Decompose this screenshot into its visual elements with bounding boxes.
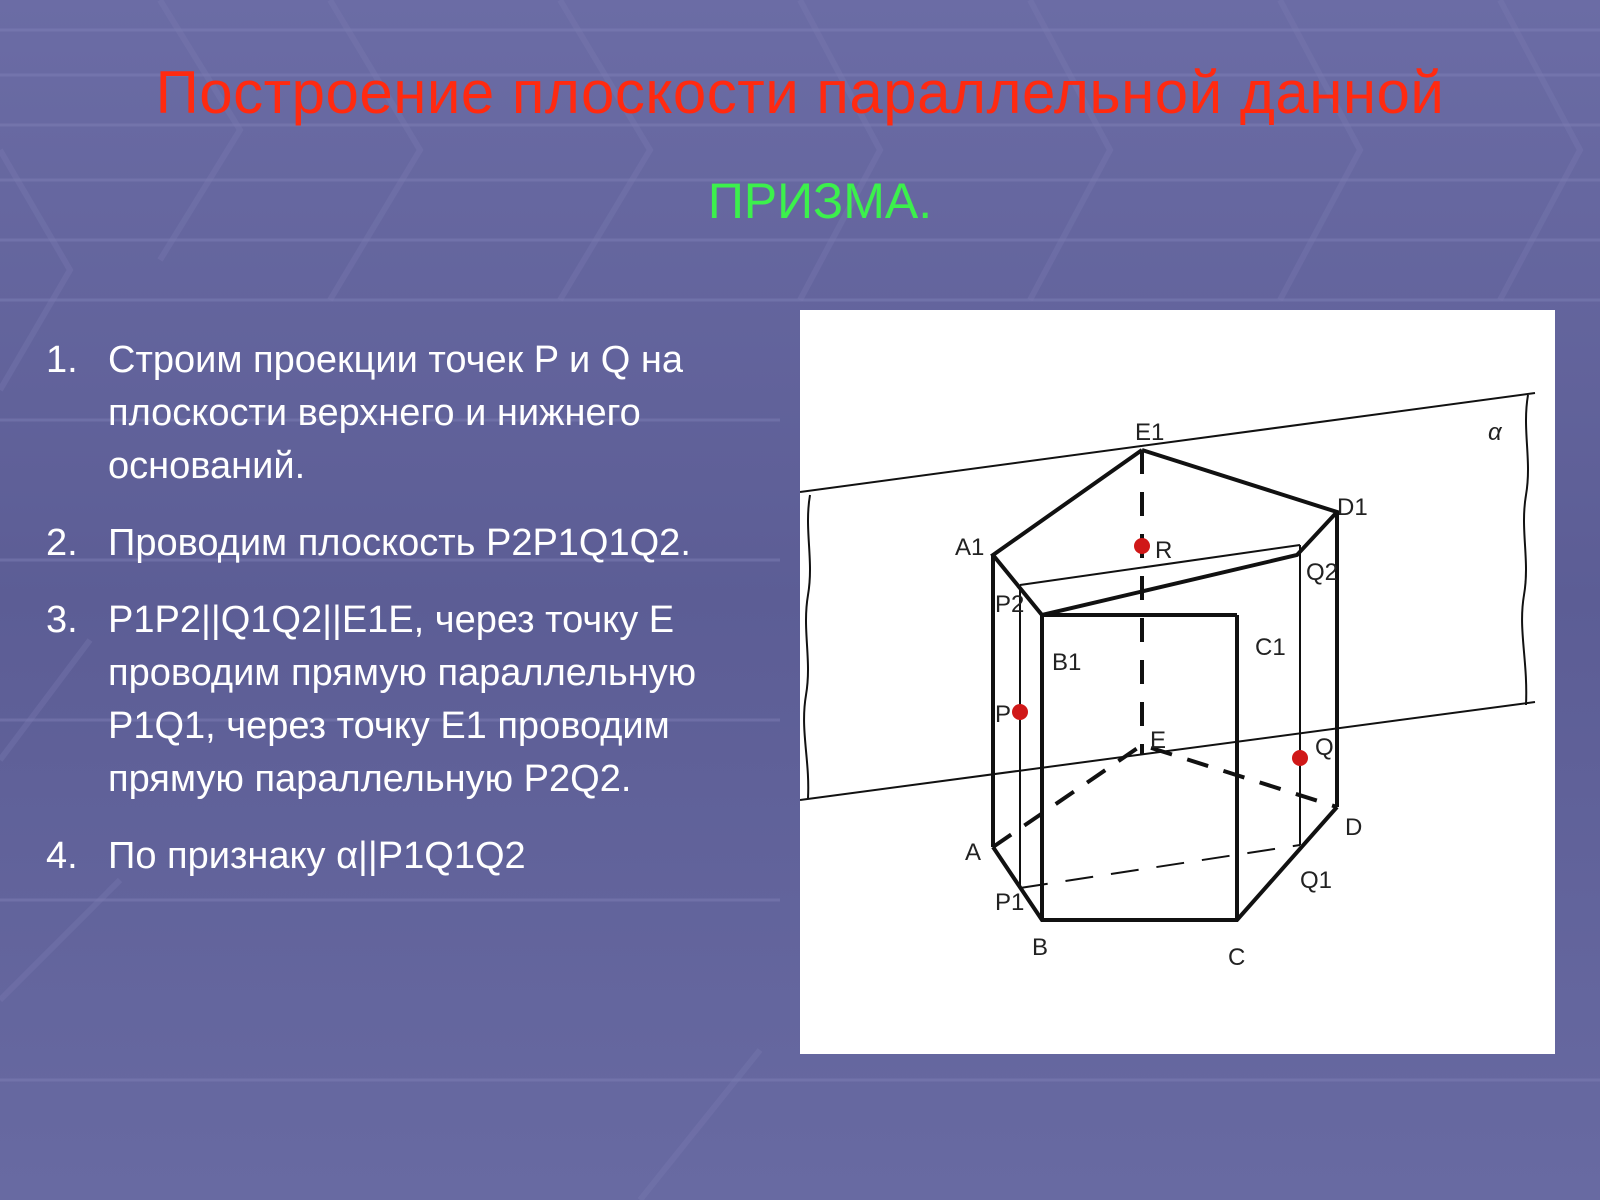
steps-list (46, 334, 746, 907)
step-text: Строим проекции точек P и Q на плоскости верхнего и нижнего оснований. (108, 339, 684, 487)
point-q (1292, 750, 1308, 766)
plane-right-edge (1522, 395, 1528, 705)
label-q1: Q1 (1300, 867, 1333, 894)
plane-left-edge (804, 495, 810, 798)
step-text: Проводим плоскость P2P1Q1Q2. (108, 522, 691, 564)
list-item (46, 334, 746, 493)
label-e: E (1150, 727, 1167, 754)
label-c1: C1 (1255, 634, 1286, 661)
label-q2: Q2 (1306, 559, 1339, 586)
plane-top-edge (800, 393, 1535, 492)
label-r: R (1155, 537, 1173, 564)
step-number: 2. (46, 522, 78, 564)
step-text: P1P2||Q1Q2||E1E, через точку E проводим прямую параллельную P1Q1, через точку E1 проводим прямую параллельную P2Q2. (108, 599, 697, 800)
prism-diagram-svg (800, 310, 1555, 1054)
label-b: B (1032, 934, 1049, 961)
list-item (46, 594, 746, 806)
line-p1-q1-hidden (1020, 845, 1300, 888)
label-d1: D1 (1337, 494, 1368, 521)
diagram-lines (800, 393, 1535, 920)
label-p1: P1 (995, 889, 1025, 916)
list-item (46, 517, 746, 570)
label-p: P (995, 701, 1012, 728)
label-b1: B1 (1052, 649, 1082, 676)
list-item (46, 830, 746, 883)
step-text: По признаку α||P1Q1Q2 (108, 835, 526, 877)
label-a1: A1 (955, 534, 985, 561)
prism-top-face (993, 450, 1337, 615)
slide-title: Построение плоскости параллельной данной (155, 59, 1445, 126)
label-d: D (1345, 814, 1363, 841)
label-q: Q (1315, 734, 1334, 761)
prism-bottom-front (993, 807, 1337, 920)
label-alpha: α (1488, 419, 1502, 446)
step-number: 4. (46, 835, 78, 877)
label-e1: E1 (1135, 419, 1165, 446)
step-number: 3. (46, 599, 78, 641)
label-a: A (965, 839, 982, 866)
point-p (1012, 704, 1028, 720)
step-number: 1. (46, 339, 78, 381)
prism-bottom-hidden (993, 745, 1337, 847)
prism-diagram (800, 310, 1555, 1054)
point-r (1134, 538, 1150, 554)
label-p2: P2 (995, 591, 1025, 618)
plane-bottom-edge (800, 702, 1535, 800)
slide-subtitle: ПРИЗМА. (707, 173, 933, 229)
label-c: C (1228, 944, 1246, 971)
